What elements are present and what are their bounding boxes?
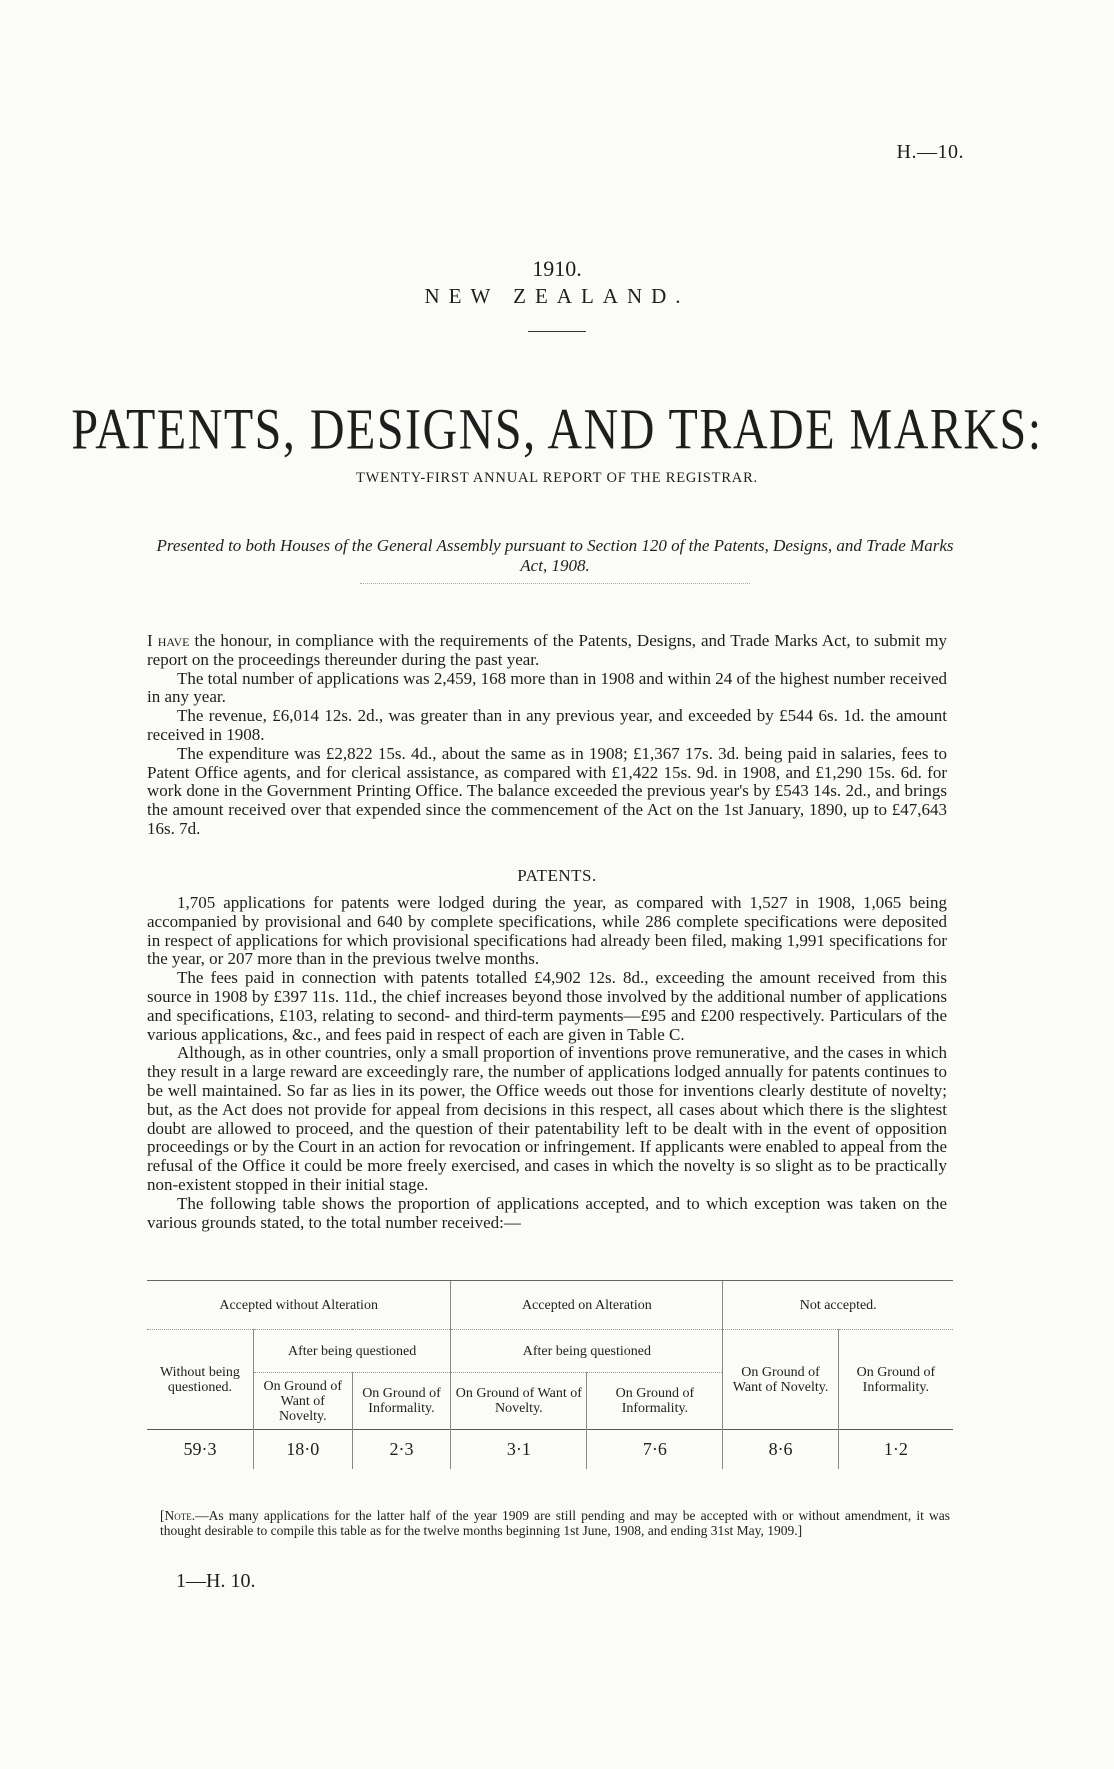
table-cell: 3·1 bbox=[451, 1430, 587, 1470]
table-cell: 18·0 bbox=[253, 1430, 352, 1470]
col-without-alteration-novelty: On Ground of Want of Novelty. bbox=[253, 1373, 352, 1430]
group-without-alteration: Accepted without Alteration bbox=[147, 1281, 451, 1330]
group-not-accepted: Not accepted. bbox=[723, 1281, 953, 1330]
col-without-alteration-informality: On Ground of Informality. bbox=[352, 1373, 451, 1430]
section-divider bbox=[360, 583, 750, 584]
title-divider bbox=[528, 331, 586, 332]
table-cell: 2·3 bbox=[352, 1430, 451, 1470]
group-on-alteration: Accepted on Alteration bbox=[451, 1281, 723, 1330]
table-note bbox=[160, 1508, 950, 1538]
patents-heading: PATENTS. bbox=[517, 866, 597, 885]
table-row bbox=[147, 1430, 953, 1470]
patents-paragraph: 1,705 applications for patents were lodged during the year, as compared with 1,527 in 1908, 1,065 being accompanied by provisional and 640 by complete specifications, while 286 complete specifications were deposited in respect of applications for which provisional specifications had already been filed, making 1,991 specifications for the year, or 207 more than in the previous twelve months. bbox=[147, 893, 947, 969]
country-heading: NEW ZEALAND. bbox=[424, 284, 690, 308]
note-text: —As many applications for the latter half of the year 1909 are still pending and may be accepted with or without amendment, it was thought desirable to compile this table as for the twelve months beginning 1st June, 1908, and ending 31st May, 1909.] bbox=[160, 1508, 950, 1538]
note-lead: [Note. bbox=[160, 1508, 196, 1523]
patents-paragraph: The fees paid in connection with patents totalled £4,902 12s. 8d., exceeding the amount received from this source in 1908 by £397 11s. 11d., the chief increases beyond those involved by the additional number of applications and specifications, £103, relating to second- and third-term payments—£95 and £200 respectively. Particulars of the various applications, &c., and fees paid in respect of each are given in Table C. bbox=[147, 968, 947, 1044]
intro-paragraph: The revenue, £6,014 12s. 2d., was greater than in any previous year, and exceeded by £544 6s. 1d. the amount received in 1908. bbox=[147, 706, 947, 744]
col-on-alteration-novelty: On Ground of Want of Novelty. bbox=[451, 1373, 587, 1430]
patents-section bbox=[147, 894, 947, 1232]
intro-paragraph: The total number of applications was 2,459, 168 more than in 1908 and within 24 of the highest number received in any year. bbox=[147, 668, 948, 707]
intro-paragraph bbox=[147, 632, 947, 670]
presentation-note: Presented to both Houses of the General Assembly pursuant to Section 120 of the Patents, Designs, and Trade Marks Act, 1908. bbox=[156, 536, 954, 575]
page-subtitle: TWENTY-FIRST ANNUAL REPORT OF THE REGISTRAR. bbox=[356, 470, 758, 486]
page-title: PATENTS, DESIGNS, AND TRADE MARKS: bbox=[71, 397, 1043, 462]
opening-word: I have bbox=[147, 631, 190, 650]
report-year: 1910. bbox=[532, 256, 582, 281]
intro-section bbox=[147, 632, 947, 839]
intro-paragraph: The expenditure was £2,822 15s. 4d., about the same as in 1908; £1,367 17s. 3d. being paid in salaries, fees to Patent Office agents, and for clerical assistance, as compared with £1,422 15s. 9d. in 1908, and £1,290 15s. 6d. for work done in the Government Printing Office. The balance exceeded the previous year's by £543 14s. 2d., and brings the amount received over that expended since the commencement of the Act on the 1st January, 1890, up to £47,643 16s. 7d. bbox=[147, 743, 947, 838]
patents-paragraph: Although, as in other countries, only a small proportion of inventions prove remunerative, and the cases in which they result in a large reward are exceedingly rare, the number of applications lodged annually for patents continues to be well maintained. So far as lies in its power, the Office weeds out those for inventions clearly destitute of novelty; but, as the Act does not provide for appeal from decisions in this respect, all cases about which there is the slightest doubt are allowed to proceed, and the question of their patentability left to be dealt with in the event of opposition proceedings or by the Court in an action for revocation or infringement. If applicants were enabled to appeal from the refusal of the Office it could be more freely exercised, and cases in which the novelty is so slight as to be practically non-existent stopped in their initial stage. bbox=[147, 1043, 947, 1194]
after-questioned-header: After being questioned bbox=[253, 1330, 450, 1373]
intro-text: the honour, in compliance with the requirements of the Patents, Designs, and Trade Marks Act, to submit my report on the proceedings thereunder during the past year. bbox=[147, 631, 947, 669]
table-cell: 59·3 bbox=[147, 1430, 253, 1470]
col-on-alteration-informality: On Ground of Informality. bbox=[587, 1373, 723, 1430]
after-questioned-header: After being questioned bbox=[451, 1330, 723, 1373]
col-not-accepted-novelty: On Ground of Want of Novelty. bbox=[723, 1330, 838, 1430]
patents-paragraph: The following table shows the proportion of applications accepted, and to which exception was taken on the various grounds stated, to the total number received:— bbox=[147, 1193, 947, 1232]
page-reference: H.—10. bbox=[896, 141, 964, 163]
sheet-reference: 1—H. 10. bbox=[176, 1570, 256, 1592]
table-cell: 8·6 bbox=[723, 1430, 838, 1470]
table-cell: 1·2 bbox=[838, 1430, 953, 1470]
table-cell: 7·6 bbox=[587, 1430, 723, 1470]
col-without-questioned: Without being questioned. bbox=[147, 1330, 253, 1430]
col-not-accepted-informality: On Ground of Informality. bbox=[838, 1330, 953, 1430]
proportion-table bbox=[147, 1280, 953, 1469]
